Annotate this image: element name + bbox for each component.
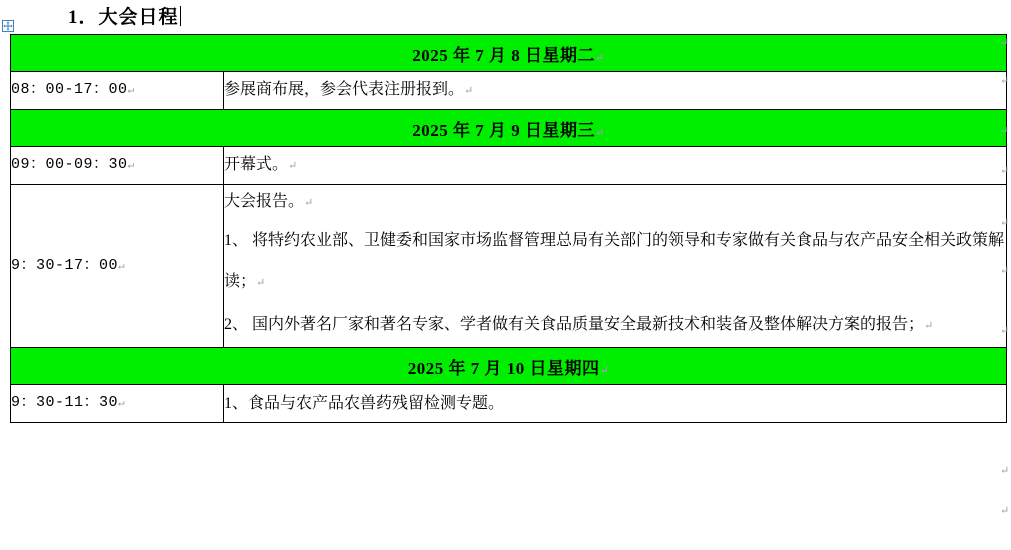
description-cell bbox=[224, 147, 1010, 185]
paragraph-mark-icon: ↵ bbox=[595, 51, 605, 64]
day-header-label: 2025 年 7 月 9 日星期三 bbox=[412, 120, 596, 140]
time-cell bbox=[11, 185, 224, 348]
time-cell bbox=[11, 72, 224, 110]
description-text: 大会报告。 bbox=[224, 193, 305, 210]
time-text: 9：30-17：00 bbox=[11, 256, 119, 274]
paragraph-mark-icon: ↵ bbox=[1000, 125, 1010, 137]
paragraph-mark-icon: ↵ bbox=[127, 160, 135, 172]
paragraph-mark-icon: ↵ bbox=[118, 260, 126, 273]
paragraph-mark-icon: ↵ bbox=[304, 197, 314, 209]
paragraph-mark-icon: ↵ bbox=[1000, 75, 1010, 87]
description-text: 参展商布展，参会代表注册报到。 bbox=[224, 81, 465, 98]
table-row bbox=[11, 185, 1007, 348]
description-text: 1、食品与农产品农兽药残留检测专题。 bbox=[224, 394, 505, 412]
page-title: 1．大会日程 bbox=[68, 6, 179, 28]
day-header-label: 2025 年 7 月 10 日星期四 bbox=[407, 358, 600, 378]
description-text: 开幕式。 bbox=[224, 156, 289, 173]
paragraph-mark-icon: ↵ bbox=[464, 85, 474, 97]
paragraph-mark-icon: ↵ bbox=[1000, 325, 1010, 337]
table-row bbox=[11, 35, 1007, 72]
paragraph-mark-icon: ↵ bbox=[599, 364, 610, 377]
paragraph-mark-icon: ↵ bbox=[1000, 165, 1010, 177]
table-row bbox=[11, 72, 1007, 110]
time-text: 9：30-11：30 bbox=[11, 394, 119, 411]
paragraph-mark-icon: ↵ bbox=[1000, 505, 1010, 517]
description-text: 2、 国内外著名厂家和著名专家、学者做有关食品质量安全最新技术和装备及整体解决方案的报告； bbox=[224, 316, 925, 333]
time-text: 08：00-17：00 bbox=[11, 81, 128, 98]
table-move-handle-icon[interactable] bbox=[2, 20, 14, 32]
heading-text-line[interactable] bbox=[68, 2, 181, 29]
time-cell bbox=[11, 385, 224, 423]
text-cursor bbox=[180, 6, 181, 26]
paragraph-mark-icon: ↵ bbox=[127, 85, 135, 97]
paragraph-mark-icon: ↵ bbox=[1000, 465, 1010, 477]
time-cell bbox=[11, 147, 224, 185]
paragraph-mark-icon: ↵ bbox=[118, 398, 126, 410]
day-header-label: 2025 年 7 月 8 日星期二 bbox=[412, 45, 596, 65]
description-cell bbox=[224, 185, 1010, 348]
description-text: 1、 将特约农业部、卫健委和国家市场监督管理总局有关部门的领导和专家做有关食品与农产品安全相关政策解读； bbox=[224, 232, 1005, 290]
table-row bbox=[11, 385, 1007, 423]
paragraph-mark-icon: ↵ bbox=[1000, 37, 1010, 49]
paragraph-mark-icon: ↵ bbox=[1000, 217, 1010, 229]
paragraph-mark-icon: ↵ bbox=[924, 320, 934, 332]
description-line bbox=[224, 185, 1006, 220]
page-heading bbox=[0, 0, 1011, 30]
description-cell bbox=[224, 72, 1010, 110]
table-row bbox=[11, 147, 1007, 185]
table-row bbox=[11, 110, 1007, 147]
paragraph-mark-icon: ↵ bbox=[256, 277, 266, 289]
schedule-table-wrapper bbox=[10, 34, 1011, 423]
description-cell bbox=[224, 385, 1007, 423]
paragraph-mark-icon: ↵ bbox=[595, 126, 605, 139]
table-row bbox=[11, 348, 1007, 385]
time-text: 09：00-09：30 bbox=[11, 156, 128, 173]
description-line bbox=[224, 304, 1006, 347]
paragraph-mark-icon: ↵ bbox=[1000, 265, 1010, 277]
day-header-cell bbox=[11, 35, 1010, 72]
schedule-table bbox=[10, 34, 1010, 423]
paragraph-mark-icon: ↵ bbox=[288, 160, 298, 172]
day-header-cell bbox=[11, 348, 1007, 385]
day-header-cell bbox=[11, 110, 1010, 147]
description-line bbox=[224, 220, 1006, 304]
